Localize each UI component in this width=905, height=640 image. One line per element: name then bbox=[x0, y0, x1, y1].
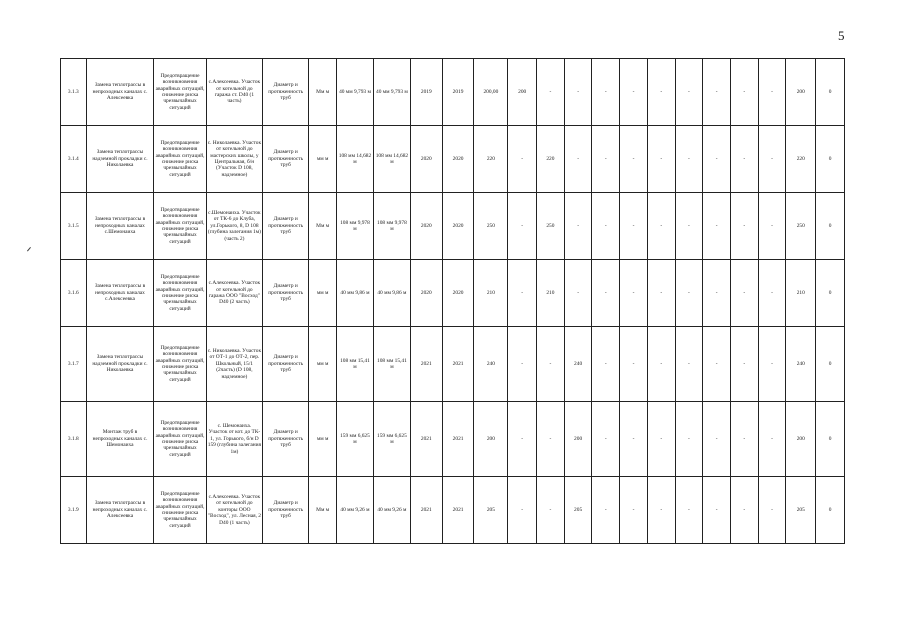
cell-sum: 210 bbox=[786, 260, 816, 327]
cell-after: 108 мм 14,682 м bbox=[373, 126, 410, 193]
cell-e7: - bbox=[758, 59, 786, 126]
cell-e5: - bbox=[703, 193, 731, 260]
cell-y2020: - bbox=[537, 402, 565, 477]
cell-y2019: - bbox=[508, 193, 537, 260]
cell-e5: - bbox=[703, 260, 731, 327]
cell-num: 3.1.4 bbox=[61, 126, 87, 193]
cell-y2021: 240 bbox=[564, 327, 592, 402]
cell-e3: - bbox=[647, 59, 675, 126]
cell-last: 0 bbox=[816, 126, 845, 193]
cell-num: 3.1.9 bbox=[61, 477, 87, 544]
cell-purpose: Предотвращение возникновения аварийных ситуаций, снижение риска чрезвычайных ситуаций bbox=[154, 59, 206, 126]
cell-after: 40 мм 9,793 м bbox=[373, 59, 410, 126]
cell-unit: мм м bbox=[309, 126, 337, 193]
cell-before: 40 мм 9,793 м bbox=[337, 59, 374, 126]
cell-start: 2021 bbox=[410, 477, 442, 544]
cell-e6: - bbox=[730, 402, 758, 477]
cell-y2019: 200 bbox=[508, 59, 537, 126]
cell-before: 40 мм 9,26 м bbox=[337, 477, 374, 544]
cell-before: 159 мм 6,625 м bbox=[337, 402, 374, 477]
cell-e3: - bbox=[647, 327, 675, 402]
cell-e2: - bbox=[620, 59, 648, 126]
cell-total: 220 bbox=[474, 126, 508, 193]
investment-plan-table bbox=[60, 58, 845, 544]
cell-y2020: 250 bbox=[537, 193, 565, 260]
cell-end: 2021 bbox=[442, 402, 474, 477]
cell-y2019: - bbox=[508, 477, 537, 544]
cell-after: 108 мм 9,978 м bbox=[373, 193, 410, 260]
cell-end: 2021 bbox=[442, 477, 474, 544]
table-row bbox=[61, 59, 845, 126]
cell-num: 3.1.6 bbox=[61, 260, 87, 327]
cell-e5: - bbox=[703, 477, 731, 544]
cell-e6: - bbox=[730, 260, 758, 327]
cell-e2: - bbox=[620, 327, 648, 402]
cell-unit: мм м bbox=[309, 402, 337, 477]
cell-location: с.Алексеевка. Участок от котельной до гаража ООО "Восход" D40 (2 часть) bbox=[206, 260, 262, 327]
cell-end: 2020 bbox=[442, 193, 474, 260]
cell-e1: - bbox=[592, 59, 620, 126]
cell-e1: - bbox=[592, 260, 620, 327]
cell-indicator: Диаметр и протяженность труб bbox=[263, 260, 309, 327]
cell-e6: - bbox=[730, 193, 758, 260]
cell-end: 2019 bbox=[442, 59, 474, 126]
cell-e1: - bbox=[592, 327, 620, 402]
cell-name: Замена теплотрассы в непроходных каналах с.Шемонаиха bbox=[86, 193, 154, 260]
cell-total: 240 bbox=[474, 327, 508, 402]
cell-location: с. Николаевка. Участок от котельной до мастерских школы, у Центральная, б/н (Участок D 108, надземное) bbox=[206, 126, 262, 193]
cell-indicator: Диаметр и протяженность труб bbox=[263, 327, 309, 402]
cell-y2019: - bbox=[508, 402, 537, 477]
cell-unit: Мм м bbox=[309, 193, 337, 260]
cell-y2020: - bbox=[537, 477, 565, 544]
cell-e2: - bbox=[620, 402, 648, 477]
cell-name: Замена теплотрассы в непроходных каналах с.Алексеевка bbox=[86, 260, 154, 327]
cell-e4: - bbox=[675, 327, 703, 402]
cell-e6: - bbox=[730, 477, 758, 544]
cell-after: 159 мм 6,625 м bbox=[373, 402, 410, 477]
cell-e7: - bbox=[758, 260, 786, 327]
cell-unit: Мм м bbox=[309, 59, 337, 126]
cell-y2021: 200 bbox=[564, 402, 592, 477]
cell-e6: - bbox=[730, 59, 758, 126]
cell-purpose: Предотвращение возникновения аварийных ситуаций, снижение риска чрезвычайных ситуаций bbox=[154, 402, 206, 477]
cell-start: 2021 bbox=[410, 402, 442, 477]
cell-y2020: - bbox=[537, 327, 565, 402]
cell-location: с. Николаевка. Участок от ОТ-1 до ОТ-2, пер. Школьный, 15/1 (2часть) (D 108, надземное) bbox=[206, 327, 262, 402]
cell-last: 0 bbox=[816, 260, 845, 327]
cell-num: 3.1.3 bbox=[61, 59, 87, 126]
cell-name: Замена теплотрассы надземной прокладки с. Николаевка bbox=[86, 126, 154, 193]
cell-e4: - bbox=[675, 59, 703, 126]
cell-y2020: 220 bbox=[537, 126, 565, 193]
cell-e5: - bbox=[703, 126, 731, 193]
stray-pen-mark bbox=[27, 247, 34, 254]
cell-start: 2019 bbox=[410, 59, 442, 126]
table-row bbox=[61, 126, 845, 193]
cell-e2: - bbox=[620, 260, 648, 327]
cell-e2: - bbox=[620, 126, 648, 193]
cell-indicator: Диаметр и протяженность труб bbox=[263, 477, 309, 544]
table-row bbox=[61, 260, 845, 327]
cell-end: 2020 bbox=[442, 126, 474, 193]
cell-before: 108 мм 14,682 м bbox=[337, 126, 374, 193]
cell-y2021: 205 bbox=[564, 477, 592, 544]
cell-num: 3.1.8 bbox=[61, 402, 87, 477]
cell-location: с. Шемонаиха. Участок от кот. до ТК- 1, ул. Горького, б/н D 159 (глубина залегания 1м) bbox=[206, 402, 262, 477]
cell-start: 2020 bbox=[410, 260, 442, 327]
cell-e3: - bbox=[647, 126, 675, 193]
cell-after: 40 мм 9,26 м bbox=[373, 477, 410, 544]
cell-sum: 240 bbox=[786, 327, 816, 402]
cell-e4: - bbox=[675, 193, 703, 260]
cell-y2019: - bbox=[508, 126, 537, 193]
cell-last: 0 bbox=[816, 327, 845, 402]
table-row bbox=[61, 193, 845, 260]
cell-start: 2020 bbox=[410, 126, 442, 193]
cell-sum: 200 bbox=[786, 59, 816, 126]
cell-e7: - bbox=[758, 126, 786, 193]
cell-name: Замена теплотрассы в непроходных каналах с. Алексеевка bbox=[86, 59, 154, 126]
cell-name: Замена теплотрассы в непроходных каналах с. Алексеевка bbox=[86, 477, 154, 544]
cell-before: 40 мм 9,86 м bbox=[337, 260, 374, 327]
cell-y2020: - bbox=[537, 59, 565, 126]
cell-last: 0 bbox=[816, 402, 845, 477]
cell-e5: - bbox=[703, 59, 731, 126]
cell-after: 108 мм 15,41 м bbox=[373, 327, 410, 402]
cell-e4: - bbox=[675, 260, 703, 327]
cell-e3: - bbox=[647, 193, 675, 260]
cell-y2019: - bbox=[508, 327, 537, 402]
cell-y2021: - bbox=[564, 260, 592, 327]
cell-e7: - bbox=[758, 327, 786, 402]
cell-end: 2020 bbox=[442, 260, 474, 327]
cell-y2021: - bbox=[564, 126, 592, 193]
cell-sum: 220 bbox=[786, 126, 816, 193]
cell-y2021: - bbox=[564, 193, 592, 260]
cell-indicator: Диаметр и протяженность труб bbox=[263, 126, 309, 193]
cell-location: с.Алексеевка. Участок от котельной до гаража ст. D40 (1 часть) bbox=[206, 59, 262, 126]
cell-indicator: Диаметр и протяженность труб bbox=[263, 402, 309, 477]
cell-purpose: Предотвращение возникновения аварийных ситуаций, снижение риска чрезвычайных ситуаций bbox=[154, 477, 206, 544]
cell-sum: 205 bbox=[786, 477, 816, 544]
cell-last: 0 bbox=[816, 193, 845, 260]
page-number: 5 bbox=[838, 28, 845, 43]
cell-e1: - bbox=[592, 477, 620, 544]
cell-location: с.Шемонаиха. Участок от ТК-6 до Клуба, ул.Горького, 8, D 108 (глубина залегания 1м) (часть 2) bbox=[206, 193, 262, 260]
cell-e1: - bbox=[592, 193, 620, 260]
table-row bbox=[61, 402, 845, 477]
cell-e7: - bbox=[758, 477, 786, 544]
cell-e3: - bbox=[647, 477, 675, 544]
cell-total: 210 bbox=[474, 260, 508, 327]
cell-e1: - bbox=[592, 402, 620, 477]
cell-total: 250 bbox=[474, 193, 508, 260]
cell-indicator: Диаметр и протяженность труб bbox=[263, 59, 309, 126]
cell-e3: - bbox=[647, 260, 675, 327]
cell-e5: - bbox=[703, 327, 731, 402]
cell-e4: - bbox=[675, 477, 703, 544]
cell-e2: - bbox=[620, 193, 648, 260]
cell-indicator: Диаметр и протяженность труб bbox=[263, 193, 309, 260]
cell-total: 200,00 bbox=[474, 59, 508, 126]
cell-e4: - bbox=[675, 402, 703, 477]
cell-y2020: 210 bbox=[537, 260, 565, 327]
cell-unit: Мм м bbox=[309, 477, 337, 544]
cell-e2: - bbox=[620, 477, 648, 544]
cell-name: Замена теплотрассы надземной прокладки с. Николаевка bbox=[86, 327, 154, 402]
cell-y2021: - bbox=[564, 59, 592, 126]
table-row bbox=[61, 477, 845, 544]
cell-last: 0 bbox=[816, 477, 845, 544]
cell-location: с.Алексеевка. Участок от котельной до конторы ООО "Восход", ул. Лесная, 2 D40 (1 часть) bbox=[206, 477, 262, 544]
cell-sum: 200 bbox=[786, 402, 816, 477]
cell-e7: - bbox=[758, 402, 786, 477]
cell-start: 2020 bbox=[410, 193, 442, 260]
cell-before: 108 мм 9,978 м bbox=[337, 193, 374, 260]
cell-purpose: Предотвращение возникновения аварийных ситуаций, снижение риска чрезвычайных ситуаций bbox=[154, 126, 206, 193]
table-row bbox=[61, 327, 845, 402]
cell-e6: - bbox=[730, 126, 758, 193]
cell-unit: мм м bbox=[309, 260, 337, 327]
cell-purpose: Предотвращение возникновения аварийных ситуаций, снижение риска чрезвычайных ситуаций bbox=[154, 260, 206, 327]
cell-start: 2021 bbox=[410, 327, 442, 402]
cell-e1: - bbox=[592, 126, 620, 193]
cell-last: 0 bbox=[816, 59, 845, 126]
cell-end: 2021 bbox=[442, 327, 474, 402]
cell-num: 3.1.7 bbox=[61, 327, 87, 402]
cell-e7: - bbox=[758, 193, 786, 260]
cell-unit: мм м bbox=[309, 327, 337, 402]
cell-before: 108 мм 15,41 м bbox=[337, 327, 374, 402]
cell-after: 40 мм 9,86 м bbox=[373, 260, 410, 327]
cell-e4: - bbox=[675, 126, 703, 193]
cell-num: 3.1.5 bbox=[61, 193, 87, 260]
cell-total: 205 bbox=[474, 477, 508, 544]
cell-total: 200 bbox=[474, 402, 508, 477]
cell-e5: - bbox=[703, 402, 731, 477]
cell-e3: - bbox=[647, 402, 675, 477]
cell-name: Монтаж труб в непроходных каналах с. Шемонаиха bbox=[86, 402, 154, 477]
cell-e6: - bbox=[730, 327, 758, 402]
cell-y2019: - bbox=[508, 260, 537, 327]
cell-purpose: Предотвращение возникновения аварийных ситуаций, снижение риска чрезвычайных ситуаций bbox=[154, 327, 206, 402]
cell-sum: 250 bbox=[786, 193, 816, 260]
cell-purpose: Предотвращение возникновения аварийных ситуаций, снижение риска чрезвычайных ситуаций bbox=[154, 193, 206, 260]
